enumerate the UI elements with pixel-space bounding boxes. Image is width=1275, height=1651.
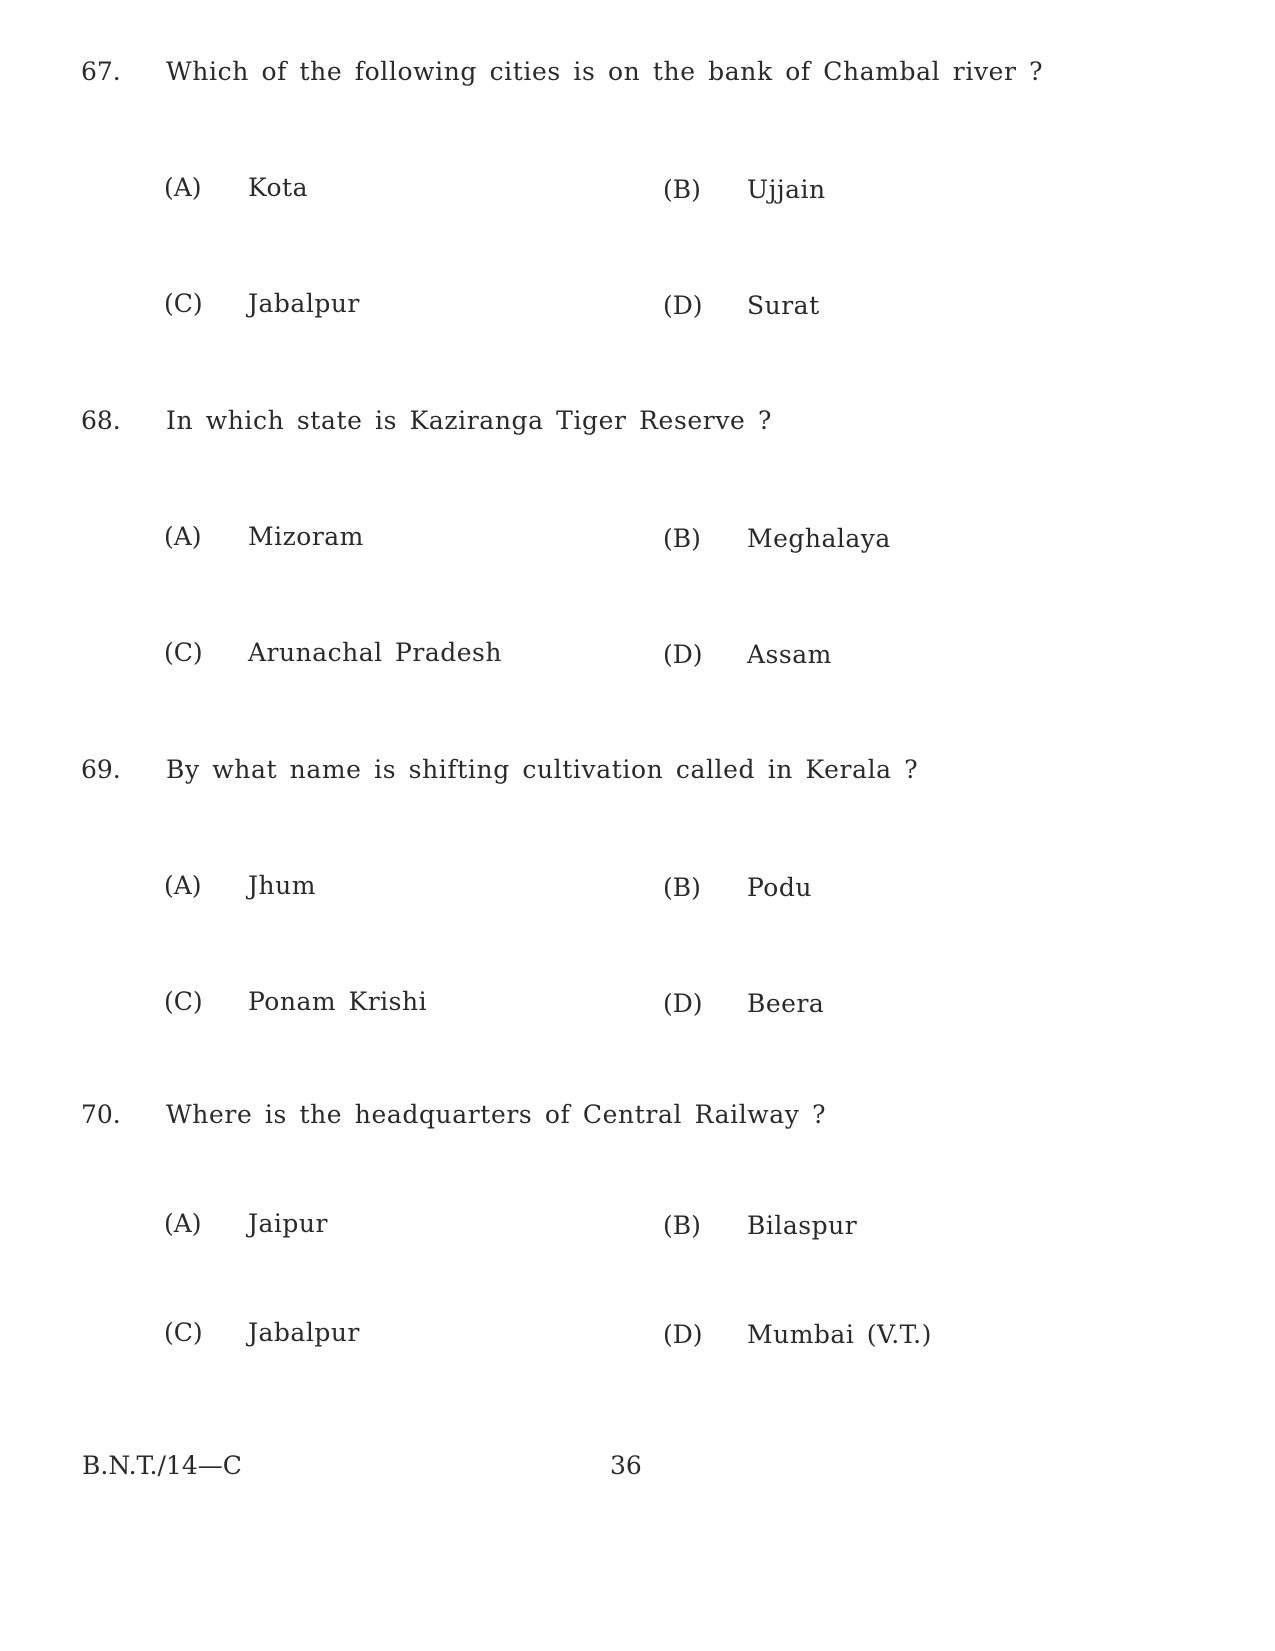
option-b-text: Podu bbox=[747, 873, 812, 902]
option-d-letter: (D) bbox=[663, 989, 703, 1018]
option-b-text: Bilaspur bbox=[747, 1211, 858, 1240]
option-c-text: Ponam Krishi bbox=[248, 987, 428, 1016]
option-a-text: Jaipur bbox=[248, 1209, 328, 1238]
option-c-letter: (C) bbox=[164, 638, 203, 667]
option-a-text: Kota bbox=[248, 173, 309, 202]
option-d-text: Surat bbox=[747, 291, 820, 320]
question-number: 70. bbox=[81, 1100, 121, 1129]
option-a-text: Jhum bbox=[248, 871, 316, 900]
option-b-text: Ujjain bbox=[747, 175, 826, 204]
option-c-text: Jabalpur bbox=[248, 289, 360, 318]
option-d-text: Mumbai (V.T.) bbox=[747, 1320, 932, 1349]
option-b-letter: (B) bbox=[663, 1211, 701, 1240]
question-text: By what name is shifting cultivation called in Kerala ? bbox=[166, 755, 919, 784]
option-c-letter: (C) bbox=[164, 1318, 203, 1347]
option-c-text: Jabalpur bbox=[248, 1318, 360, 1347]
question-number: 69. bbox=[81, 755, 121, 784]
question-text: In which state is Kaziranga Tiger Reserve ? bbox=[166, 406, 772, 435]
option-d-letter: (D) bbox=[663, 1320, 703, 1349]
option-b-letter: (B) bbox=[663, 873, 701, 902]
option-a-text: Mizoram bbox=[248, 522, 364, 551]
booklet-code: B.N.T./14—C bbox=[82, 1451, 242, 1480]
option-d-text: Beera bbox=[747, 989, 825, 1018]
page-number: 36 bbox=[610, 1451, 642, 1480]
option-b-letter: (B) bbox=[663, 524, 701, 553]
question-text: Which of the following cities is on the bank of Chambal river ? bbox=[166, 57, 1044, 86]
question-number: 68. bbox=[81, 406, 121, 435]
question-number: 67. bbox=[81, 57, 121, 86]
option-a-letter: (A) bbox=[164, 173, 202, 202]
option-a-letter: (A) bbox=[164, 871, 202, 900]
option-c-letter: (C) bbox=[164, 289, 203, 318]
option-a-letter: (A) bbox=[164, 522, 202, 551]
option-d-text: Assam bbox=[747, 640, 832, 669]
option-b-letter: (B) bbox=[663, 175, 701, 204]
option-c-text: Arunachal Pradesh bbox=[248, 638, 502, 667]
question-text: Where is the headquarters of Central Railway ? bbox=[166, 1100, 827, 1129]
option-b-text: Meghalaya bbox=[747, 524, 891, 553]
option-c-letter: (C) bbox=[164, 987, 203, 1016]
option-d-letter: (D) bbox=[663, 291, 703, 320]
option-d-letter: (D) bbox=[663, 640, 703, 669]
option-a-letter: (A) bbox=[164, 1209, 202, 1238]
